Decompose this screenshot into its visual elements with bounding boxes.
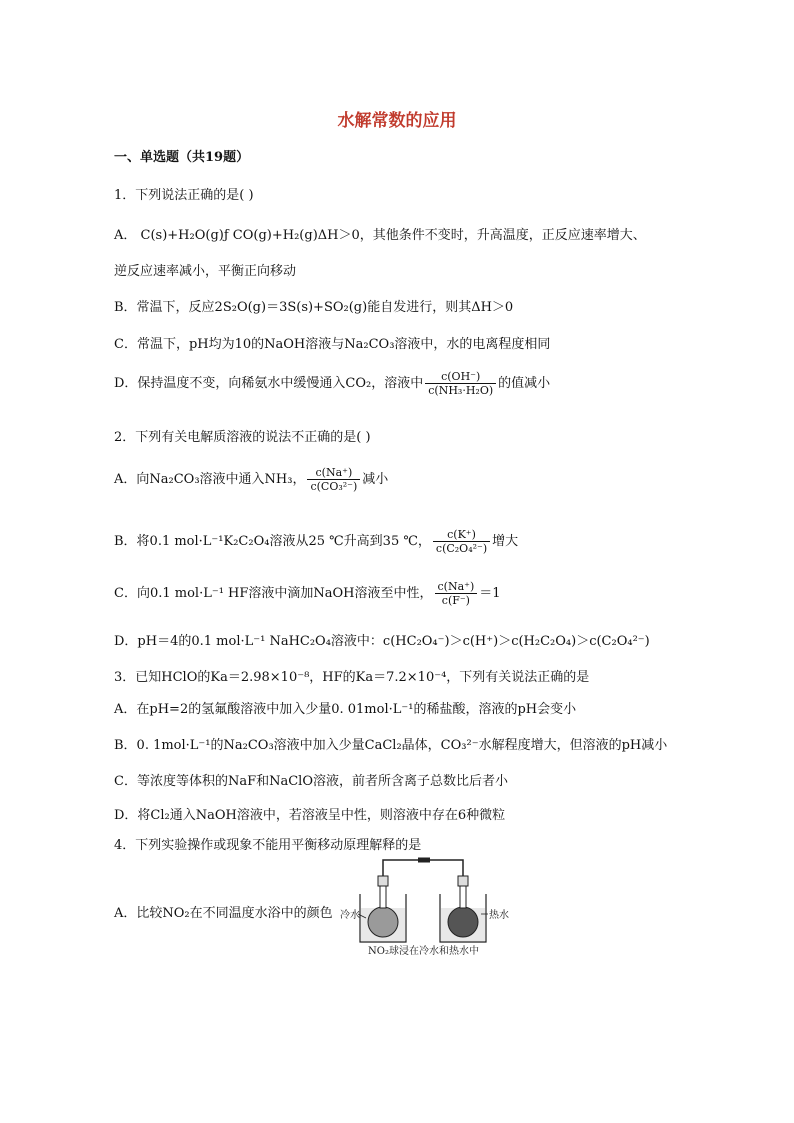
q2-option-a-tail: 减小 bbox=[362, 472, 389, 487]
q2-option-c-tail: ＝1 bbox=[479, 586, 501, 601]
q2-option-b bbox=[114, 528, 518, 555]
q1-option-a-line2: 逆反应速率减小，平衡正向移动 bbox=[114, 264, 297, 279]
q2-option-b-text: B．将0.1 mol·L⁻¹K₂C₂O₄溶液从25 ℃升高到35 ℃， bbox=[114, 534, 431, 549]
q1-stem: 1．下列说法正确的是( ) bbox=[114, 188, 254, 203]
cold-water-beaker bbox=[360, 876, 406, 942]
q1-option-d-tail: 的值减小 bbox=[498, 376, 551, 391]
q3-option-a: A．在pH=2的氢氟酸溶液中加入少量0. 01mol·L⁻¹的稀盐酸，溶液的pH会变小 bbox=[114, 702, 577, 717]
q1-d-denominator: c(NH₃·H₂O) bbox=[428, 384, 494, 397]
q3-option-d: D．将Cl₂通入NaOH溶液中，若溶液呈中性，则溶液中存在6种微粒 bbox=[114, 808, 506, 823]
q3-option-c: C．等浓度等体积的NaF和NaClO溶液，前者所含离子总数比后者小 bbox=[114, 774, 508, 789]
connecting-tube bbox=[383, 860, 463, 884]
q2-option-d: D．pH＝4的0.1 mol·L⁻¹ NaHC₂O₄溶液中：c(HC₂O₄⁻)＞c(H⁺)＞c(H₂C₂O₄)＞c(C₂O₄²⁻) bbox=[114, 634, 650, 649]
q2-option-c-text: C．向0.1 mol·L⁻¹ HF溶液中滴加NaOH溶液至中性， bbox=[114, 586, 433, 601]
hot-water-label: 热水 bbox=[489, 910, 509, 921]
section-heading: 一、单选题（共19题） bbox=[114, 150, 250, 165]
hot-water-beaker bbox=[440, 876, 486, 942]
q2-a-denominator: c(CO₃²⁻) bbox=[310, 480, 358, 493]
q2-b-denominator: c(C₂O₄²⁻) bbox=[435, 542, 488, 555]
q2-option-a-text: A．向Na₂CO₃溶液中通入NH₃， bbox=[114, 472, 306, 487]
q4-option-a: A．比较NO₂在不同温度水浴中的颜色 bbox=[114, 906, 333, 921]
q3-option-b: B．0. 1mol·L⁻¹的Na₂CO₃溶液中加入少量CaCl₂晶体，CO₃²⁻水解程度增大，但溶液的pH减小 bbox=[114, 738, 668, 753]
tube-clamp bbox=[418, 858, 430, 863]
figure-caption: NO₂球浸在冷水和热水中 bbox=[368, 946, 479, 956]
no2-apparatus-figure bbox=[338, 856, 518, 956]
q1-option-c: C．常温下，pH均为10的NaOH溶液与Na₂CO₃溶液中，水的电离程度相同 bbox=[114, 337, 551, 352]
q2-b-fraction bbox=[433, 528, 490, 555]
q2-c-fraction bbox=[435, 580, 478, 607]
q2-option-a bbox=[114, 466, 388, 493]
page-title: 水解常数的应用 bbox=[337, 111, 457, 131]
q2-option-c bbox=[114, 580, 501, 607]
q2-c-denominator: c(F⁻) bbox=[441, 594, 470, 607]
q2-option-b-tail: 增大 bbox=[492, 534, 519, 549]
q1-option-d bbox=[114, 370, 550, 397]
q1-option-d-text: D．保持温度不变，向稀氨水中缓慢通入CO₂，溶液中 bbox=[114, 376, 424, 391]
q2-a-numerator: c(Na⁺) bbox=[307, 466, 360, 480]
cold-water-label: 冷水 bbox=[340, 910, 360, 921]
q4-stem: 4．下列实验操作或现象不能用平衡移动原理解释的是 bbox=[114, 838, 422, 853]
q1-d-numerator: c(OH⁻) bbox=[425, 370, 496, 384]
q1-option-b: B．常温下，反应2S₂O(g)＝3S(s)+SO₂(g)能自发进行，则其ΔH＞0 bbox=[114, 300, 514, 315]
q1-option-a-line1: A． C(s)+H₂O(g)ƒ CO(g)+H₂(g)ΔH＞0，其他条件不变时，升高温度，正反应速率增大、 bbox=[114, 228, 646, 243]
q1-d-fraction bbox=[425, 370, 496, 397]
q2-stem: 2．下列有关电解质溶液的说法不正确的是( ) bbox=[114, 430, 371, 445]
q2-b-numerator: c(K⁺) bbox=[433, 528, 490, 542]
q2-a-fraction bbox=[307, 466, 360, 493]
q3-stem: 3．已知HClO的Ka＝2.98×10⁻⁸，HF的Ka＝7.2×10⁻⁴，下列有关说法正确的是 bbox=[114, 670, 590, 685]
q2-c-numerator: c(Na⁺) bbox=[435, 580, 478, 594]
